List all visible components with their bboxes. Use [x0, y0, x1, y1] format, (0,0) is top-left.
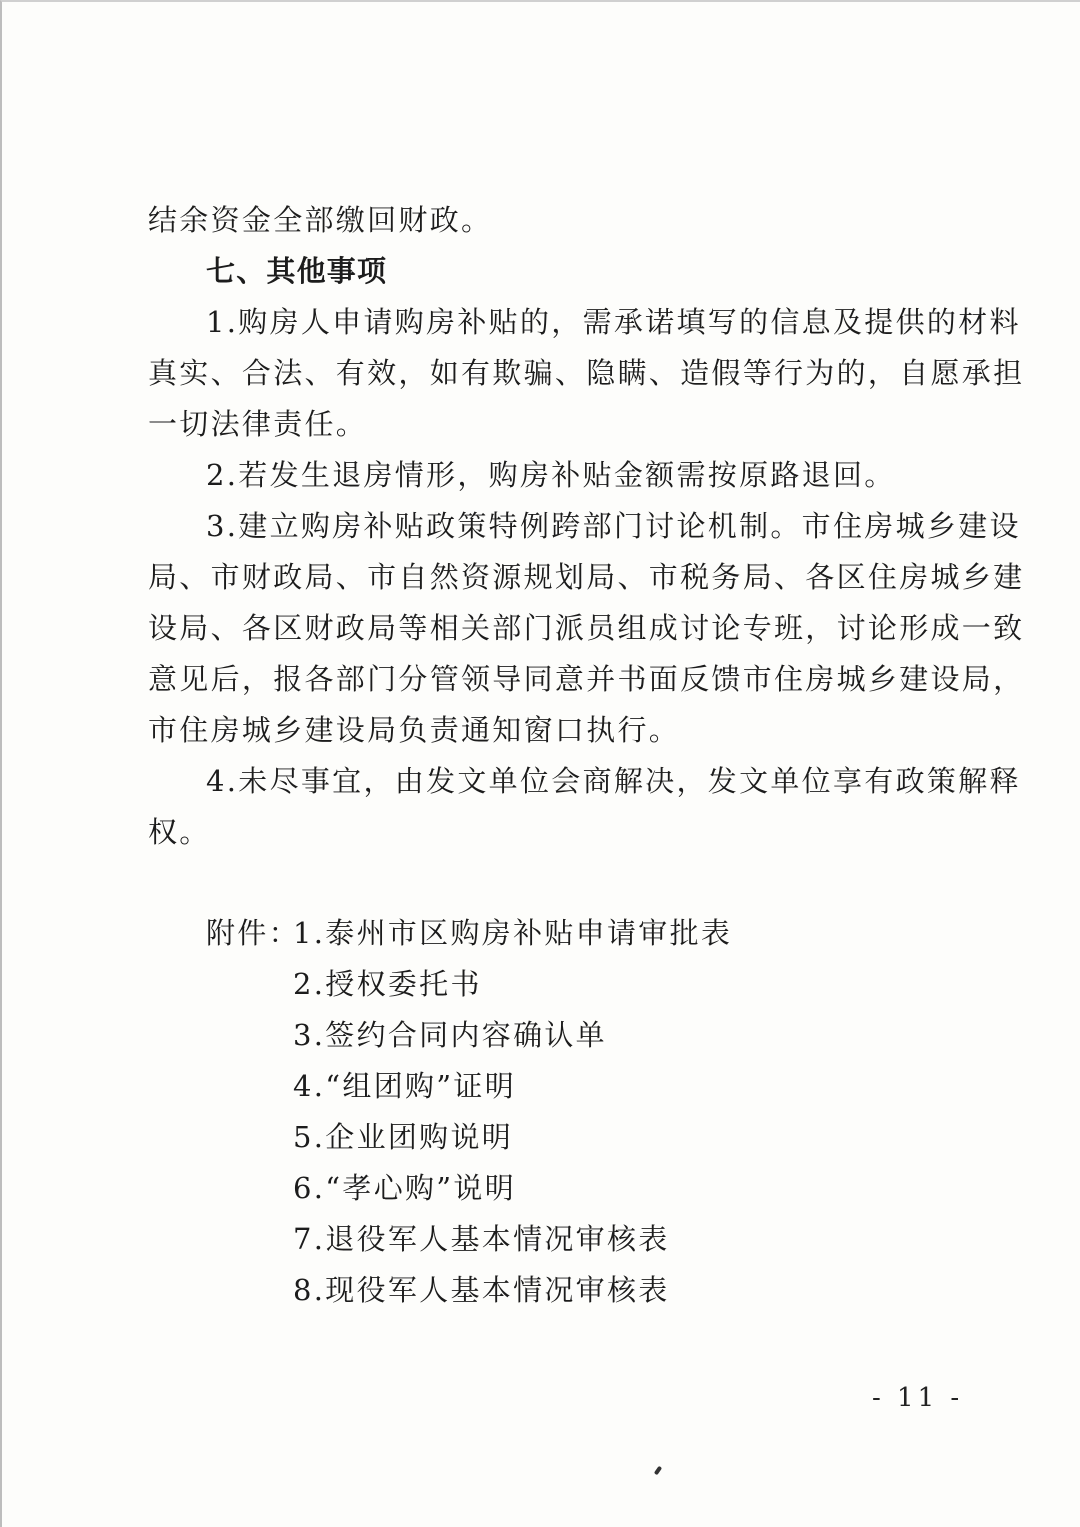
attachment-item: 1.泰州市区购房补贴申请审批表 — [293, 916, 733, 950]
paragraph-line: 局、市财政局、市自然资源规划局、市税务局、各区住房城乡建 — [148, 560, 1025, 594]
attachment-item: 8.现役军人基本情况审核表 — [293, 1273, 670, 1307]
paragraph-line: 真实、合法、有效，如有欺骗、隐瞒、造假等行为的，自愿承担 — [148, 356, 1025, 390]
paragraph-line: 1.购房人申请购房补贴的，需承诺填写的信息及提供的材料 — [206, 305, 1021, 339]
scan-speck — [654, 1466, 662, 1476]
document-page — [148, 195, 1025, 1316]
paragraph-line: 权。 — [148, 815, 211, 849]
attachment-item: 3.签约合同内容确认单 — [293, 1018, 607, 1052]
paragraph-line: 一切法律责任。 — [148, 407, 368, 441]
attachment-item: 7.退役军人基本情况审核表 — [293, 1222, 670, 1256]
attachments-label: 附件： — [206, 916, 300, 950]
item-2 — [148, 450, 948, 501]
attachments-list — [148, 908, 948, 1316]
spacer — [148, 858, 948, 908]
section-heading: 七、其他事项 — [206, 254, 388, 288]
carryover-line: 结余资金全部缴回财政。 — [148, 203, 493, 237]
attachment-item: 5.企业团购说明 — [293, 1120, 514, 1154]
item-4 — [148, 756, 1021, 858]
item-3 — [148, 501, 1025, 756]
paragraph-line: 2.若发生退房情形，购房补贴金额需按原路退回。 — [206, 458, 896, 492]
page-number: - 11 - — [872, 1383, 964, 1413]
item-1 — [148, 297, 1025, 450]
attachment-item: 4.“组团购”证明 — [293, 1069, 517, 1103]
paragraph-line: 设局、各区财政局等相关部门派员组成讨论专班，讨论形成一致 — [148, 611, 1025, 645]
paragraph-line: 意见后，报各部门分管领导同意并书面反馈市住房城乡建设局， — [148, 662, 1025, 696]
attachment-first-row — [148, 908, 948, 959]
paragraph-line: 市住房城乡建设局负责通知窗口执行。 — [148, 713, 681, 747]
paragraph-line: 4.未尽事宜，由发文单位会商解决，发文单位享有政策解释 — [206, 764, 1021, 798]
attachment-item: 6.“孝心购”说明 — [293, 1171, 517, 1205]
paragraph-line: 3.建立购房补贴政策特例跨部门讨论机制。市住房城乡建设 — [206, 509, 1021, 543]
attachment-item: 2.授权委托书 — [293, 967, 482, 1001]
